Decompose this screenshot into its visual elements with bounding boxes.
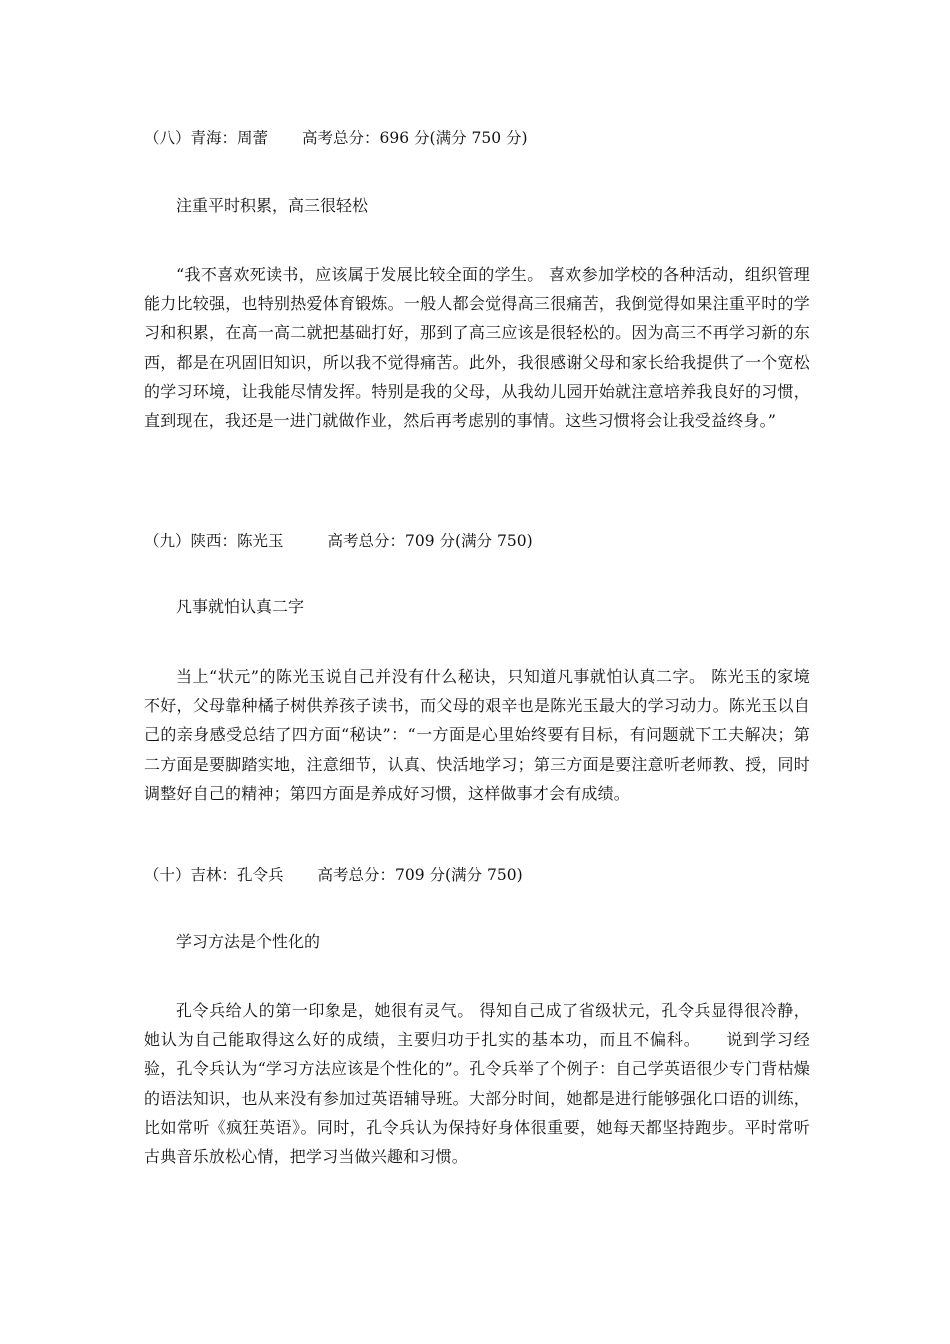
- section-heading-label: （八）青海：周蕾: [144, 129, 269, 147]
- section-subtitle: 凡事就怕认真二字: [176, 597, 305, 616]
- section-subtitle: 学习方法是个性化的: [176, 932, 321, 951]
- section-body: “我不喜欢死读书，应该属于发展比较全面的学生。 喜欢参加学校的各种活动，组织管理能力比较强，也特别热爱体育锻炼。一般人都会觉得高三很痛苦，我倒觉得如果注重平时的学习和积累，在高一高二就把基础打好，那到了高三应该是很轻松的。因为高三不再学习新的东西，都是在巩固旧知识，所以我不觉得痛苦。此外，我很感谢父母和家长给我提供了一个宽松的学习环境，让我能尽情发挥。特别是我的父母，从我幼儿园开始就注意培养我良好的习惯，直到现在，我还是一进门就做作业，然后再考虑别的事情。这些习惯将会让我受益终身。”: [144, 265, 810, 431]
- section-heading: [144, 531, 533, 551]
- section-heading: [144, 128, 528, 148]
- section-subtitle: 注重平时积累，高三很轻松: [176, 196, 369, 215]
- section-body: 当上“状元”的陈光玉说自己并没有什么秘诀，只知道凡事就怕认真二字。 陈光玉的家境不好，父母靠种橘子树供养孩子读书，而父母的艰辛也是陈光玉最大的学习动力。陈光玉以自己的亲身感受总结了四方面“秘诀”：“一方面是心里始终要有目标，有问题就下工夫解决；第二方面是要脚踏实地，注意细节，认真、快活地学习；第三方面是要注意听老师教、授，同时调整好自己的精神；第四方面是养成好习惯，这样做事才会有成绩。: [144, 667, 810, 803]
- section-heading-score: 高考总分：709 分(满分 750): [317, 866, 523, 884]
- section-heading-score: 高考总分：696 分(满分 750 分): [302, 129, 528, 147]
- section-heading-label: （十）吉林：孔令兵: [144, 866, 284, 884]
- section-heading-score: 高考总分：709 分(满分 750): [327, 532, 533, 550]
- section-heading-label: （九）陕西：陈光玉: [144, 532, 284, 550]
- section-heading: [144, 865, 523, 885]
- section-body: 孔令兵给人的第一印象是，她很有灵气。 得知自己成了省级状元，孔令兵显得很冷静，她认为自己能取得这么好的成绩，主要归功于扎实的基本功，而且不偏科。 说到学习经验，孔令兵认为“学习方法应该是个性化的”。孔令兵举了个例子：自己学英语很少专门背枯燥的语法知识，也从来没有参加过英语辅导班。大部分时间，她都是进行能够强化口语的训练，比如常听《疯狂英语》。同时，孔令兵认为保持好身体很重要，她每天都坚持跑步。平时常听古典音乐放松心情，把学习当做兴趣和习惯。: [144, 1001, 810, 1167]
